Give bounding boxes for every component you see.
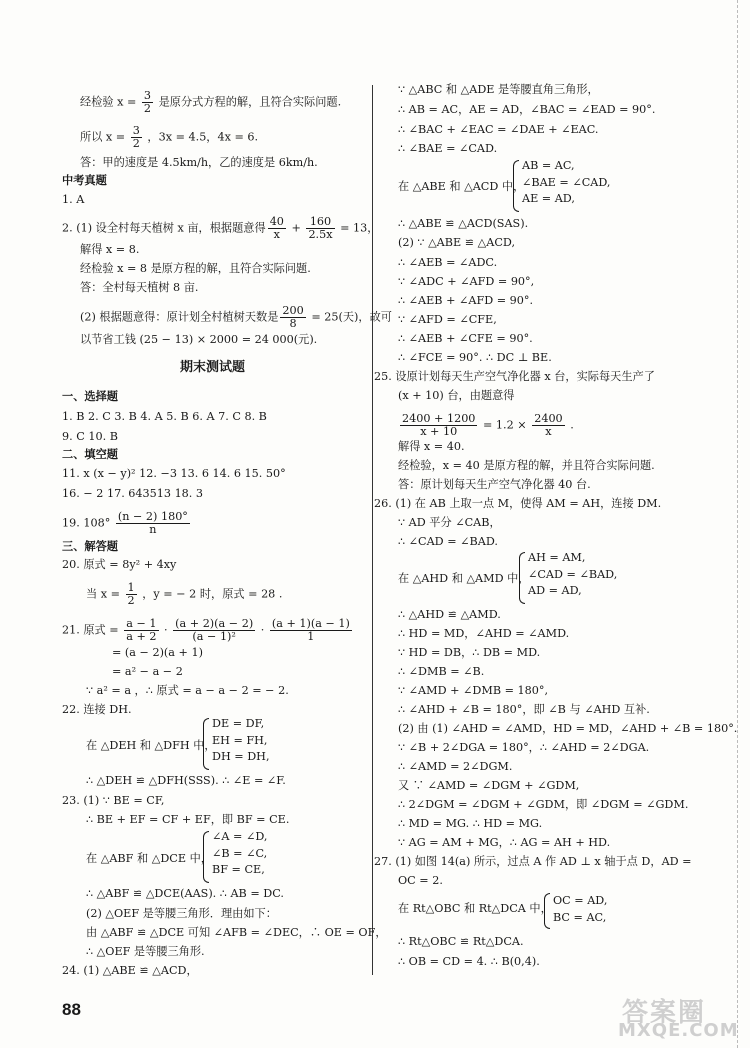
watermark-logo [614,992,744,1042]
brace [544,893,550,929]
equation-system: DE = DF, EH = FH, DH = DH, [212,717,270,763]
equation-system: ∠A = ∠D, ∠B = ∠C, BF = CE, [212,830,268,876]
fraction: $\frac{160}{2.5x}$ [308,215,333,241]
text-line: ∵ AG = AM + MG，∴ AG = AH + HD. [398,836,611,849]
fraction: $\frac{3}{2}$ [132,124,140,150]
answer-line: 1. B 2. C 3. B 4. A 5. B 6. A 7. C 8. B [62,410,267,423]
text-line: 26. (1) 在 AB 上取一点 M，使得 AM = AH，连接 DM. [374,497,662,510]
text-line: ∴ AB = AC，AE = AD，∠BAC = ∠EAD = 90°. [398,103,656,116]
text-line: 在 △DEH 和 △DFH 中， [86,739,216,752]
text-line: ∵ ∠AFD = ∠CFE, [398,313,497,326]
text-line: ∴ OB = CD = 4. ∴ B(0,4). [398,955,540,968]
text-line: (x + 10) 台，由题意得 [398,389,515,402]
text-line: ∴ △AHD ≌ △AMD. [398,608,501,621]
text-line: 答：甲的速度是 4.5km/h，乙的速度是 6km/h. [80,156,318,169]
text-line: ∴ HD = MD，∠AHD = ∠AMD. [398,627,570,640]
text-line: 所以 x = $\frac{3}{2}$ ，3x = 4.5，4x = 6. [80,124,259,150]
fraction: $\frac{(a + 2)(a - 2)}{\text{(a − 1)²}}$ [175,617,254,643]
text-line: ∴ △DEH ≌ △DFH(SSS). ∴ ∠E = ∠F. [86,774,286,787]
text-line: 在 △ABE 和 △ACD 中， [398,180,525,193]
text-line: ∴ ∠AEB + ∠CFE = 90°. [398,332,533,345]
text-line: 2. (1) 设全村每天植树 x 亩，根据题意得 $\frac{40}{x}$ + $\frac{160}{2.5x}$ = 13， [62,215,379,241]
text-line: 由 △ABF ≌ △DCE 可知 ∠AFB = ∠DEC，∴ OE = OF， [86,926,387,939]
fraction: $\frac{a - 1}{a + 2}$ [126,617,157,643]
answer-line: 1. A [62,193,85,206]
text-line: ∴ △ABF ≌ △DCE(AAS). ∴ AB = DC. [86,887,284,900]
text-line: 解得 x = 8. [80,243,140,256]
text-line: ∵ a² = a ，∴ 原式 = a − a − 2 = − 2. [86,684,289,697]
text-line: 22. 连接 DH. [62,703,132,716]
text-line: 在 △ABF 和 △DCE 中， [86,852,212,865]
fraction: $\frac{1}{2}$ [127,581,135,607]
fraction: $\frac{(n - 2) 180^\circ}{n}$ [117,510,188,536]
section-heading: 三、解答题 [62,540,118,553]
text-line: = a² − a − 2 [112,665,183,678]
text-line: 23. (1) ∵ BE = CF, [62,794,165,807]
text-line: 解得 x = 40. [398,440,465,453]
fraction: $\frac{200}{8}$ [282,304,304,330]
text-line: 经检验 x = $\frac{3}{2}$ 是原分式方程的解，且符合实际问题. [80,89,342,115]
brace [203,718,209,770]
text-line: ∵ HD = DB，∴ DB = MD. [398,646,541,659]
text-line: 答：原计划每天生产空气净化器 40 台. [398,478,591,491]
text-line: ∴ △ABE ≌ △ACD(SAS). [398,217,529,230]
text-line: 又 ∵ ∠AMD = ∠DGM + ∠GDM, [398,779,580,792]
text-line: 27. (1) 如图 14(a) 所示，过点 A 作 AD ⊥ x 轴于点 D，AD = [374,855,692,868]
text-line: $\frac{2400 + 1200}{x + 10}$ = 1.2 × $\frac{2400}{x}$ . [402,412,574,438]
answer-line: 11. x (x − y)² 12. −3 13. 6 14. 6 15. 50° [62,467,286,480]
text-line: ∴ ∠AEB + ∠AFD = 90°. [398,294,534,307]
answer-line: 16. − 2 17. 643513 18. 3 [62,487,204,500]
text-line: 经检验 x = 8 是原方程的解，且符合实际问题. [80,262,311,275]
text-line: ∴ ∠BAC + ∠EAC = ∠DAE + ∠EAC. [398,123,599,136]
text-line: 24. (1) △ABE ≌ △ACD， [62,964,198,977]
text-line: ∴ 2∠DGM = ∠DGM + ∠GDM，即 ∠DGM = ∠GDM. [398,798,689,811]
text-line: 答：全村每天植树 8 亩. [80,281,199,294]
watermark-url: MXQE.COM [618,1020,739,1041]
text-line: (2) 根据题意得：原计划全村植树天数是 $\frac{200}{8}$ = 25(天)，故可 [80,304,392,330]
text-line: ∴ MD = MG. ∴ HD = MG. [398,817,543,830]
text-line: 经检验，x = 40 是原方程的解，并且符合实际问题. [398,459,655,472]
section-heading: 中考真题 [62,174,107,187]
section-heading: 二、填空题 [62,448,118,461]
fraction: $\frac{3}{2}$ [143,89,152,115]
exam-title: 期末测试题 [180,360,246,375]
page-edge [736,0,738,1048]
equation-system: OC = AD, BC = AC, [553,894,608,924]
text-line: OC = 2. [398,874,443,887]
text-line: 25. 设原计划每天生产空气净化器 x 台，实际每天生产了 [374,370,655,383]
brace [519,552,525,604]
text-line: 在 Rt△OBC 和 Rt△DCA 中， [398,902,552,915]
section-heading: 一、选择题 [62,390,118,403]
text-line: ∴ ∠FCE = 90°. ∴ DC ⊥ BE. [398,351,552,364]
text-line: 当 x = $\frac{1}{2}$ ，y = − 2 时，原式 = 28 . [86,581,283,607]
equation-system: AB = AC, ∠BAE = ∠CAD, AE = AD, [522,159,611,205]
fraction: $\frac{2400 + 1200}{x + 10}$ [402,412,476,438]
brace [203,831,209,883]
text-line: ∴ ∠AEB = ∠ADC. [398,256,498,269]
brace [513,160,519,212]
text-line: ∵ ∠B + 2∠DGA = 180°，∴ ∠AHD = 2∠DGA. [398,741,650,754]
text-line: ∴ ∠AHD + ∠B = 180°，即 ∠B 与 ∠AHD 互补. [398,703,650,716]
text-line: (2) △OEF 是等腰三角形．理由如下： [86,907,277,920]
text-line: ∵ AD 平分 ∠CAB， [398,516,501,529]
text-line: 21. 原式 = $\frac{a - 1}{a + 2}$ · $\frac{(a + 2)(a - 2)}{\text{(a − 1)²}}$ · $\frac{(a + 1)(a - 1)}{1}$ [62,617,350,643]
equation-system: AH = AM, ∠CAD = ∠BAD, AD = AD, [528,551,618,597]
answer-line: 9. C 10. B [62,430,118,443]
text-line: ∴ △OEF 是等腰三角形. [86,945,205,958]
text-line: (2) ∵ △ABE ≌ △ACD, [398,236,516,249]
text-line: (2) 由 (1) ∠AHD = ∠AMD，HD = MD，∠AHD + ∠B = 180°. [398,722,738,735]
text-line: = (a − 2)(a + 1) [112,646,203,659]
watermark-text: 答案圈 [622,998,707,1028]
answer-line: 19. 108° $\frac{(n - 2) 180^\circ}{n}$ [62,510,188,536]
text-line: ∵ ∠ADC + ∠AFD = 90°, [398,275,535,288]
text-line: ∵ ∠AMD + ∠DMB = 180°, [398,684,549,697]
text-line: ∴ BE + EF = CF + EF，即 BF = CE. [86,813,290,826]
fraction: $\frac{2400}{x}$ [534,412,563,438]
text-line: 以节省工钱 (25 − 13) × 2000 = 24 000(元). [80,333,318,346]
text-line: ∴ ∠CAD = ∠BAD. [398,535,498,548]
text-line: 20. 原式 = 8y² + 4xy [62,558,177,571]
page-number: 88 [62,1000,81,1019]
text-line: ∴ ∠BAE = ∠CAD. [398,142,498,155]
fraction: $\frac{40}{x}$ [269,215,284,241]
text-line: ∴ ∠AMD = 2∠DGM. [398,760,513,773]
text-line: ∴ Rt△OBC ≌ Rt△DCA. [398,935,524,948]
text-line: ∴ ∠DMB = ∠B. [398,665,485,678]
text-line: ∵ △ABC 和 △ADE 是等腰直角三角形， [398,83,599,96]
text-line: 在 △AHD 和 △AMD 中， [398,572,530,585]
fraction: $\frac{(a + 1)(a - 1)}{1}$ [271,617,350,643]
